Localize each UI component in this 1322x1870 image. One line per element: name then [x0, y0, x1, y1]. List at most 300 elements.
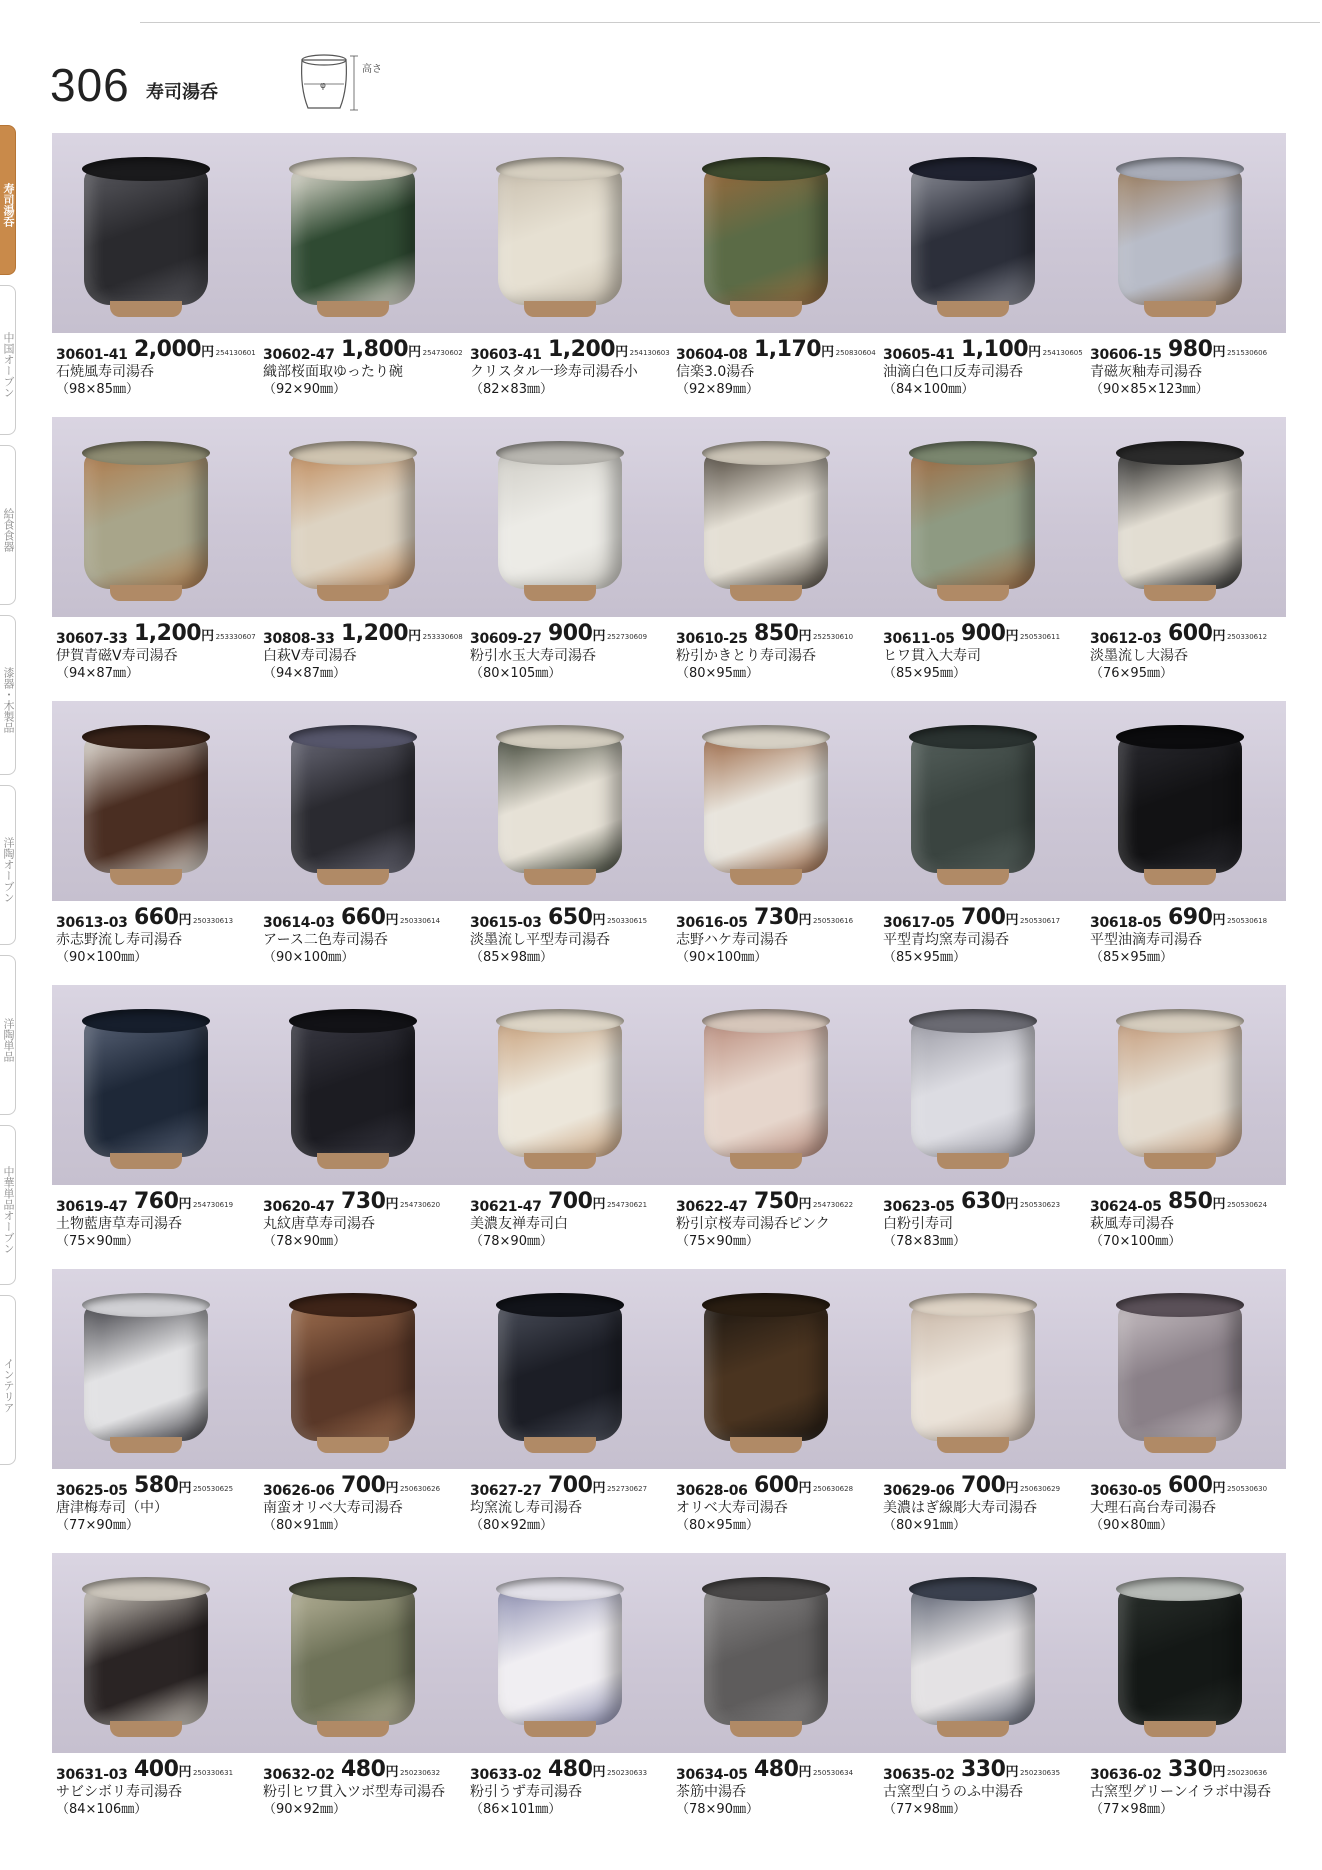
sidebar-tab[interactable]: 漆器・木製品	[0, 615, 16, 775]
product-jan-code: 250330615	[606, 917, 648, 925]
cup-rim	[289, 441, 417, 465]
product-size: （90×100㎜）	[263, 950, 355, 965]
cup-body	[291, 1587, 415, 1725]
product-item[interactable]	[470, 1757, 676, 1831]
product-code: 30808-33	[263, 631, 335, 647]
product-image[interactable]	[287, 1577, 419, 1737]
diagram-dimension-label: φ	[320, 81, 326, 91]
product-code: 30634-05	[676, 1767, 748, 1783]
cup-rim	[702, 157, 830, 181]
cup-body	[1118, 1587, 1242, 1725]
product-image[interactable]	[700, 1293, 832, 1453]
sidebar-tab[interactable]: 中国オーブン	[0, 285, 16, 435]
product-image[interactable]	[80, 1293, 212, 1453]
cup-foot	[1144, 1721, 1216, 1737]
yen-unit: 円	[592, 1481, 605, 1496]
cup-body	[84, 167, 208, 305]
product-photo-band	[52, 417, 1286, 617]
product-name: サビシボリ寿司湯呑	[56, 1784, 182, 1800]
yen-unit: 円	[1212, 1197, 1225, 1212]
sidebar-tab[interactable]: 中華単品オーブン	[0, 1125, 16, 1285]
cup-foot	[730, 869, 802, 885]
cup-body	[1118, 1303, 1242, 1441]
yen-unit: 円	[615, 345, 628, 360]
product-code: 30609-27	[470, 631, 542, 647]
product-item[interactable]	[883, 1189, 1089, 1263]
yen-unit: 円	[201, 345, 214, 360]
product-price	[754, 1189, 811, 1214]
product-item[interactable]	[56, 1189, 262, 1263]
price-value: 700	[341, 1473, 386, 1498]
cup-body	[911, 451, 1035, 589]
sidebar-tab[interactable]: 給食食器	[0, 445, 16, 605]
product-size: （98×85㎜）	[56, 382, 139, 397]
yen-unit: 円	[408, 629, 421, 644]
yen-unit: 円	[1005, 1481, 1018, 1496]
product-name: 古窯型白うのふ中湯呑	[883, 1784, 1023, 1800]
product-item[interactable]	[676, 1757, 882, 1831]
cup-body	[704, 735, 828, 873]
price-value: 630	[961, 1189, 1006, 1214]
sidebar-tab[interactable]: 洋陶オーブン	[0, 785, 16, 945]
product-jan-code: 250230633	[606, 1769, 648, 1777]
product-jan-code: 251530606	[1226, 349, 1268, 357]
yen-unit: 円	[1212, 913, 1225, 928]
product-jan-code: 254730622	[812, 1201, 854, 1209]
product-image[interactable]	[287, 725, 419, 885]
price-value: 1,200	[548, 337, 616, 362]
cup-rim	[82, 1293, 210, 1317]
size-diagram-icon	[290, 50, 400, 120]
cup-rim	[909, 1577, 1037, 1601]
product-name: 粉引京桜寿司湯呑ピンク	[676, 1216, 830, 1232]
cup-rim	[496, 1293, 624, 1317]
product-item[interactable]	[470, 337, 676, 411]
product-item[interactable]	[676, 337, 882, 411]
price-value: 690	[1168, 905, 1213, 930]
product-jan-code: 250630628	[812, 1485, 854, 1493]
product-image[interactable]	[287, 441, 419, 601]
top-rule	[140, 22, 1320, 23]
product-jan-code: 252530610	[812, 633, 854, 641]
product-name: 赤志野流し寿司湯呑	[56, 932, 182, 948]
product-item[interactable]	[676, 1473, 882, 1547]
product-code: 30602-47	[263, 347, 335, 363]
price-value: 730	[754, 905, 799, 930]
product-item[interactable]	[470, 621, 676, 695]
product-jan-code: 250330612	[1226, 633, 1268, 641]
yen-unit: 円	[798, 913, 811, 928]
product-item[interactable]	[470, 1189, 676, 1263]
product-price	[341, 905, 398, 930]
product-code: 30618-05	[1090, 915, 1162, 931]
product-item[interactable]	[883, 1473, 1089, 1547]
sidebar-tab[interactable]: 洋陶単品	[0, 955, 16, 1115]
cup-rim	[909, 441, 1037, 465]
cup-body	[911, 1587, 1035, 1725]
product-item[interactable]	[263, 1757, 469, 1831]
product-item[interactable]	[56, 1473, 262, 1547]
product-jan-code: 250530611	[1019, 633, 1061, 641]
product-price	[961, 337, 1041, 362]
price-value: 850	[754, 621, 799, 646]
product-item[interactable]	[883, 337, 1089, 411]
diagram-height-label: 高さ	[362, 64, 382, 75]
product-code: 30626-06	[263, 1483, 335, 1499]
product-item[interactable]	[676, 905, 882, 979]
cup-rim	[82, 725, 210, 749]
price-value: 760	[134, 1189, 179, 1214]
cup-rim	[1116, 441, 1244, 465]
yen-unit: 円	[1005, 629, 1018, 644]
cup-body	[291, 735, 415, 873]
product-image[interactable]	[1114, 1293, 1246, 1453]
product-name: 平型油滴寿司湯呑	[1090, 932, 1202, 948]
product-size: （80×91㎜）	[263, 1518, 346, 1533]
product-image[interactable]	[1114, 441, 1246, 601]
cup-foot	[937, 1721, 1009, 1737]
product-item[interactable]	[56, 621, 262, 695]
product-code: 30603-41	[470, 347, 542, 363]
price-value: 1,200	[134, 621, 202, 646]
product-name: 古窯型グリーンイラボ中湯呑	[1090, 1784, 1272, 1800]
product-image[interactable]	[700, 1009, 832, 1169]
cup-body	[291, 1019, 415, 1157]
cup-rim	[702, 1009, 830, 1033]
cup-rim	[289, 1577, 417, 1601]
cup-body	[498, 1303, 622, 1441]
product-name: 織部桜面取ゆったり碗	[263, 364, 403, 380]
product-image[interactable]	[494, 441, 626, 601]
product-jan-code: 250230635	[1019, 1769, 1061, 1777]
product-code: 30620-47	[263, 1199, 335, 1215]
product-jan-code: 254130603	[629, 349, 670, 357]
product-jan-code: 252730627	[606, 1485, 648, 1493]
product-price	[548, 1757, 605, 1782]
product-image[interactable]	[494, 725, 626, 885]
product-item[interactable]	[1090, 1757, 1296, 1831]
cup-foot	[317, 1437, 389, 1453]
product-price	[754, 905, 811, 930]
cup-foot	[110, 585, 182, 601]
product-price	[961, 905, 1018, 930]
yen-unit: 円	[592, 913, 605, 928]
product-image[interactable]	[907, 725, 1039, 885]
yen-unit: 円	[798, 1197, 811, 1212]
cup-rim	[1116, 1009, 1244, 1033]
product-image[interactable]	[1114, 1009, 1246, 1169]
price-value: 650	[548, 905, 593, 930]
product-item[interactable]	[470, 1473, 676, 1547]
product-size: （75×90㎜）	[56, 1234, 139, 1249]
product-size: （77×98㎜）	[1090, 1802, 1173, 1817]
cup-body	[704, 1587, 828, 1725]
product-jan-code: 250230636	[1226, 1769, 1268, 1777]
product-jan-code: 250530616	[812, 917, 854, 925]
product-image[interactable]	[494, 1009, 626, 1169]
product-jan-code: 254130601	[215, 349, 256, 357]
cup-body	[1118, 1019, 1242, 1157]
product-image[interactable]	[494, 1577, 626, 1737]
product-code: 30610-25	[676, 631, 748, 647]
yen-unit: 円	[385, 1481, 398, 1496]
product-size: （77×98㎜）	[883, 1802, 966, 1817]
product-photo-band	[52, 1553, 1286, 1753]
product-image[interactable]	[907, 157, 1039, 317]
product-photo-band	[52, 133, 1286, 333]
cup-rim	[82, 1577, 210, 1601]
product-image[interactable]	[907, 441, 1039, 601]
cup-foot	[937, 301, 1009, 317]
cup-rim	[496, 157, 624, 181]
cup-foot	[110, 869, 182, 885]
product-jan-code: 252730609	[606, 633, 648, 641]
cup-foot	[1144, 585, 1216, 601]
product-code: 30621-47	[470, 1199, 542, 1215]
product-jan-code: 253330608	[422, 633, 463, 641]
price-value: 660	[134, 905, 179, 930]
cup-foot	[937, 1153, 1009, 1169]
price-value: 700	[961, 905, 1006, 930]
page-number: 306	[50, 59, 130, 111]
product-price	[548, 1189, 605, 1214]
product-item[interactable]	[883, 905, 1089, 979]
yen-unit: 円	[798, 629, 811, 644]
product-image[interactable]	[700, 441, 832, 601]
cup-body	[911, 167, 1035, 305]
product-code: 30617-05	[883, 915, 955, 931]
cup-body	[911, 1303, 1035, 1441]
price-value: 700	[548, 1473, 593, 1498]
product-item[interactable]	[263, 905, 469, 979]
product-name: 志野ハケ寿司湯呑	[676, 932, 788, 948]
product-size: （78×90㎜）	[470, 1234, 553, 1249]
price-value: 700	[548, 1189, 593, 1214]
product-size: （77×90㎜）	[56, 1518, 139, 1533]
product-code: 30612-03	[1090, 631, 1162, 647]
product-jan-code: 250530623	[1019, 1201, 1061, 1209]
product-jan-code: 250630626	[399, 1485, 441, 1493]
product-item[interactable]	[56, 1757, 262, 1831]
product-code: 30607-33	[56, 631, 128, 647]
product-image[interactable]	[907, 1009, 1039, 1169]
product-name: オリベ大寿司湯呑	[676, 1500, 788, 1516]
product-price	[548, 905, 605, 930]
product-size: （80×95㎜）	[676, 1518, 759, 1533]
product-jan-code: 250530624	[1226, 1201, 1268, 1209]
product-price	[754, 621, 811, 646]
product-item[interactable]	[883, 1757, 1089, 1831]
cup-foot	[937, 869, 1009, 885]
product-image[interactable]	[494, 1293, 626, 1453]
product-name: 白粉引寿司	[883, 1216, 953, 1232]
price-value: 1,170	[754, 337, 822, 362]
product-price	[1168, 337, 1225, 362]
cup-foot	[730, 1153, 802, 1169]
product-item[interactable]	[676, 1189, 882, 1263]
page-title: 寿司湯呑	[146, 82, 218, 103]
cup-foot	[730, 301, 802, 317]
product-image[interactable]	[700, 1577, 832, 1737]
product-size: （80×92㎜）	[470, 1518, 553, 1533]
product-item[interactable]	[676, 621, 882, 695]
product-size: （78×83㎜）	[883, 1234, 966, 1249]
product-name: 茶筋中湯呑	[676, 1784, 746, 1800]
sidebar	[0, 125, 16, 1795]
product-price	[754, 1757, 811, 1782]
product-name: 平型青均窯寿司湯呑	[883, 932, 1009, 948]
product-item[interactable]	[263, 621, 469, 695]
product-code: 30635-02	[883, 1767, 955, 1783]
product-image[interactable]	[80, 157, 212, 317]
cup-body	[911, 735, 1035, 873]
product-image[interactable]	[1114, 725, 1246, 885]
product-price	[134, 1189, 191, 1214]
product-jan-code: 250230632	[399, 1769, 441, 1777]
product-name: 萩風寿司湯呑	[1090, 1216, 1174, 1232]
product-price	[1168, 905, 1225, 930]
product-name: 均窯流し寿司湯呑	[470, 1500, 582, 1516]
product-price	[961, 1189, 1018, 1214]
product-size: （85×98㎜）	[470, 950, 553, 965]
product-item[interactable]	[1090, 337, 1296, 411]
product-code: 30605-41	[883, 347, 955, 363]
product-image[interactable]	[700, 725, 832, 885]
product-item[interactable]	[1090, 1473, 1296, 1547]
yen-unit: 円	[1005, 1765, 1018, 1780]
product-image[interactable]	[80, 1009, 212, 1169]
product-price	[341, 337, 421, 362]
product-code: 30615-03	[470, 915, 542, 931]
price-value: 980	[1168, 337, 1213, 362]
cup-body	[704, 451, 828, 589]
product-item[interactable]	[470, 905, 676, 979]
product-image[interactable]	[80, 725, 212, 885]
product-jan-code: 254130605	[1042, 349, 1083, 357]
product-jan-code: 250330613	[192, 917, 234, 925]
cup-foot	[317, 1153, 389, 1169]
product-item[interactable]	[56, 905, 262, 979]
price-value: 1,200	[341, 621, 409, 646]
price-value: 900	[961, 621, 1006, 646]
product-image[interactable]	[1114, 1577, 1246, 1737]
product-price	[134, 1473, 191, 1498]
cup-foot	[524, 1437, 596, 1453]
product-item[interactable]	[263, 1473, 469, 1547]
product-item[interactable]	[1090, 905, 1296, 979]
yen-unit: 円	[201, 629, 214, 644]
product-item[interactable]	[263, 1189, 469, 1263]
sidebar-tab[interactable]: インテリア	[0, 1295, 16, 1465]
product-price	[134, 337, 214, 362]
cup-rim	[82, 1009, 210, 1033]
product-size: （70×100㎜）	[1090, 1234, 1182, 1249]
yen-unit: 円	[798, 1481, 811, 1496]
product-size: （82×83㎜）	[470, 382, 553, 397]
cup-rim	[82, 441, 210, 465]
cup-body	[704, 1019, 828, 1157]
product-image[interactable]	[907, 1577, 1039, 1737]
product-size: （80×91㎜）	[883, 1518, 966, 1533]
product-jan-code: 250530617	[1019, 917, 1061, 925]
product-name: 唐津梅寿司（中）	[56, 1500, 168, 1516]
product-code: 30632-02	[263, 1767, 335, 1783]
product-image[interactable]	[80, 1577, 212, 1737]
product-code: 30636-02	[1090, 1767, 1162, 1783]
product-image[interactable]	[80, 441, 212, 601]
product-image[interactable]	[287, 1293, 419, 1453]
product-jan-code: 250330614	[399, 917, 441, 925]
cup-body	[84, 1019, 208, 1157]
price-value: 900	[548, 621, 593, 646]
yen-unit: 円	[178, 1481, 191, 1496]
yen-unit: 円	[385, 913, 398, 928]
product-code: 30614-03	[263, 915, 335, 931]
product-size: （84×106㎜）	[56, 1802, 148, 1817]
price-value: 1,800	[341, 337, 409, 362]
product-size: （86×101㎜）	[470, 1802, 562, 1817]
product-name: 青磁灰釉寿司湯呑	[1090, 364, 1202, 380]
product-jan-code: 254730619	[192, 1201, 234, 1209]
price-value: 730	[341, 1189, 386, 1214]
product-image[interactable]	[907, 1293, 1039, 1453]
cup-rim	[1116, 1577, 1244, 1601]
product-image[interactable]	[287, 1009, 419, 1169]
yen-unit: 円	[385, 1197, 398, 1212]
product-code: 30611-05	[883, 631, 955, 647]
product-item[interactable]	[1090, 1189, 1296, 1263]
product-item[interactable]	[883, 621, 1089, 695]
product-size: （85×95㎜）	[883, 950, 966, 965]
product-size: （92×90㎜）	[263, 382, 346, 397]
cup-foot	[1144, 1153, 1216, 1169]
product-name: 粉引水玉大寿司湯呑	[470, 648, 596, 664]
cup-rim	[702, 441, 830, 465]
product-image[interactable]	[1114, 157, 1246, 317]
cup-body	[1118, 735, 1242, 873]
product-jan-code: 254730602	[422, 349, 463, 357]
product-code: 30613-03	[56, 915, 128, 931]
product-code: 30625-05	[56, 1483, 128, 1499]
price-value: 330	[1168, 1757, 1213, 1782]
product-item[interactable]	[56, 337, 262, 411]
product-code: 30633-02	[470, 1767, 542, 1783]
sidebar-tab[interactable]: 寿司湯呑	[0, 125, 16, 275]
cup-rim	[496, 725, 624, 749]
product-code: 30631-03	[56, 1767, 128, 1783]
cup-body	[498, 451, 622, 589]
cup-rim	[1116, 157, 1244, 181]
product-image[interactable]	[287, 157, 419, 317]
product-item[interactable]	[1090, 621, 1296, 695]
cup-rim	[702, 725, 830, 749]
price-value: 600	[754, 1473, 799, 1498]
product-item[interactable]	[263, 337, 469, 411]
cup-foot	[1144, 301, 1216, 317]
product-code: 30601-41	[56, 347, 128, 363]
product-size: （90×85×123㎜）	[1090, 382, 1209, 397]
cup-rim	[289, 725, 417, 749]
product-image[interactable]	[700, 157, 832, 317]
cup-rim	[289, 157, 417, 181]
cup-body	[1118, 451, 1242, 589]
cup-foot	[524, 585, 596, 601]
price-value: 850	[1168, 1189, 1213, 1214]
cup-foot	[937, 585, 1009, 601]
cup-body	[84, 1303, 208, 1441]
cup-foot	[1144, 1437, 1216, 1453]
product-image[interactable]	[494, 157, 626, 317]
